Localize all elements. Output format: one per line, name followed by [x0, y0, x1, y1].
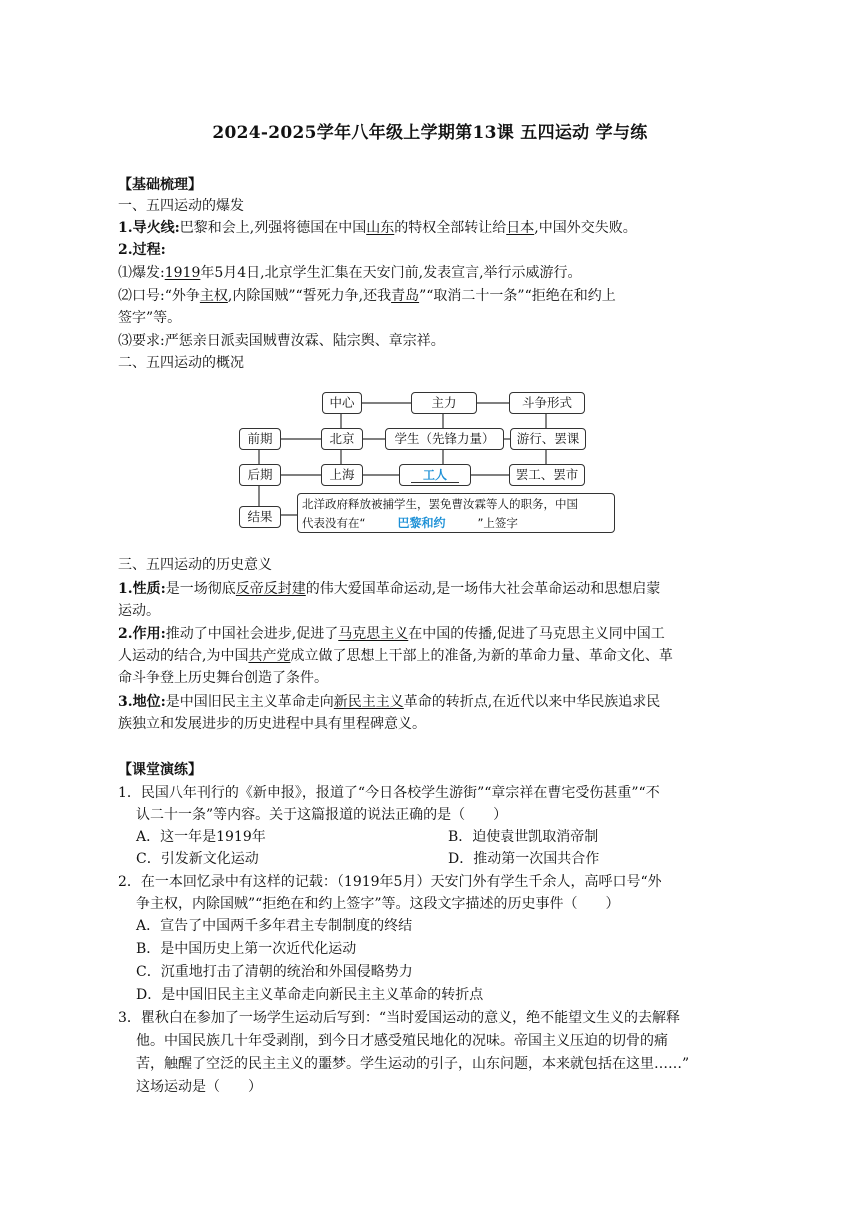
box-late-stage: 后期 [239, 464, 281, 486]
q2-option-d[interactable]: D．是中国旧民主主义革命走向新民主主义革命的转折点 [136, 987, 484, 1003]
box-center: 中心 [322, 392, 362, 414]
role-line [118, 624, 740, 645]
result-text: ”上签字 [477, 516, 518, 530]
answer-paris-treaty: 巴黎和约 [365, 516, 477, 533]
fuse-line [118, 218, 740, 239]
q2-stem-line-2: 争主权，内除国贼”“拒绝在和约上签字”等。这段文字描述的历史事件（ ） [136, 896, 620, 912]
section-heading-practice: 【课堂演练】 [118, 762, 202, 778]
fuse-text: 巴黎和会上,列强将德国在中国 [179, 220, 367, 236]
box-workers [399, 464, 471, 486]
result-text: 代表没有在“ [302, 516, 366, 530]
process-label: 2.过程: [118, 242, 166, 258]
box-students: 学生（先锋力量） [385, 428, 504, 450]
box-struggle-form: 斗争形式 [509, 392, 585, 414]
nature-label: 1.性质: [118, 581, 166, 597]
role-line-3: 命斗争登上历史舞台创造了条件。 [118, 670, 328, 686]
process-outbreak-line [118, 263, 740, 284]
fuse-text: 的特权全部转让给 [394, 220, 507, 236]
answer-sovereignty: 主权 [199, 288, 228, 304]
result-line-1: 北洋政府释放被捕学生，罢免曹汝霖等人的职务，中国 [302, 497, 578, 511]
status-line [118, 692, 740, 713]
answer-qingdao: 青岛 [391, 288, 420, 304]
answer-new-democratic: 新民主主义 [333, 694, 404, 710]
q1-option-b[interactable]: B．迫使袁世凯取消帝制 [448, 829, 599, 845]
subsection-outbreak: 一、五四运动的爆发 [118, 198, 244, 214]
slogan-text: ”“取消二十一条”“拒绝在和约上 [419, 288, 616, 304]
q3-stem-line-1: 3．瞿秋白在参加了一场学生运动后写到：“当时爱国运动的意义，绝不能望文生义的去解释 [118, 1010, 681, 1026]
process-text: 年5月4日,北京学生汇集在天安门前,发表宣言,举行示威游行。 [200, 265, 582, 281]
fuse-answer-shandong: 山东 [366, 220, 395, 236]
slogan-text: ⑵口号:“外争 [118, 288, 200, 304]
nature-text: 的伟大爱国革命运动,是一场伟大社会革命运动和思想启蒙 [305, 581, 661, 597]
answer-workers: 工人 [411, 468, 459, 483]
role-text: 人运动的结合,为中国 [118, 648, 249, 664]
slogan-text: ,内除国贼”“誓死力争,还我 [227, 288, 392, 304]
box-beijing: 北京 [321, 428, 363, 450]
subsection-overview: 二、五四运动的概况 [118, 355, 244, 371]
process-slogan-line [118, 286, 740, 307]
q1-option-d[interactable]: D．推动第一次国共合作 [448, 851, 600, 867]
status-label: 3.地位: [118, 694, 166, 710]
q3-stem-line-4: 这场运动是（ ） [136, 1079, 262, 1095]
box-main-force: 主力 [411, 392, 477, 414]
process-demand-line: ⑶要求:严惩亲日派卖国贼曹汝霖、陆宗舆、章宗祥。 [118, 333, 445, 349]
q2-stem-line-1: 2．在一本回忆录中有这样的记载：（1919年5月）天安门外有学生千余人，高呼口号“外 [118, 874, 662, 890]
answer-marxism: 马克思主义 [338, 626, 409, 642]
nature-line [118, 579, 740, 600]
box-late-form: 罢工、罢市 [509, 464, 585, 486]
status-text: 是中国旧民主主义革命走向 [165, 694, 334, 710]
result-line-2 [302, 514, 610, 533]
result-description [297, 493, 615, 533]
q1-stem-line-2: 认二十一条”等内容。关于这篇报道的说法正确的是（ ） [136, 807, 508, 823]
q1-option-c[interactable]: C．引发新文化运动 [136, 851, 259, 867]
role-line-2 [118, 646, 740, 667]
q2-option-b[interactable]: B．是中国历史上第一次近代化运动 [136, 941, 357, 957]
answer-anti-imperialism: 反帝反封建 [235, 581, 306, 597]
overview-diagram [237, 388, 622, 540]
box-early-stage: 前期 [239, 428, 281, 450]
answer-communist-party: 共产党 [248, 648, 291, 664]
answer-1919: 1919 [164, 265, 201, 281]
box-early-form: 游行、罢课 [510, 428, 586, 450]
fuse-text: ,中国外交失败。 [534, 220, 637, 236]
role-text: 在中国的传播,促进了马克思主义同中国工 [408, 626, 665, 642]
page-title: 2024-2025学年八年级上学期第13课 五四运动 学与练 [212, 123, 648, 143]
section-heading-basics: 【基础梳理】 [118, 177, 202, 193]
role-text: 成立做了思想上干部上的准备,为新的革命力量、革命文化、革 [290, 648, 673, 664]
fuse-label: 1.导火线: [118, 220, 180, 236]
q1-option-a[interactable]: A．这一年是1919年 [136, 829, 266, 845]
q2-option-c[interactable]: C．沉重地打击了清朝的统治和外国侵略势力 [136, 964, 413, 980]
nature-text: 是一场彻底 [165, 581, 236, 597]
box-result: 结果 [239, 506, 281, 528]
subsection-significance: 三、五四运动的历史意义 [118, 557, 272, 573]
q2-option-a[interactable]: A．宣告了中国两千多年君主专制制度的终结 [136, 918, 413, 934]
box-shanghai: 上海 [321, 464, 363, 486]
process-slogan-line-2: 签字”等。 [118, 310, 182, 326]
status-text: 革命的转折点,在近代以来中华民族追求民 [403, 694, 661, 710]
q3-stem-line-2: 他。中国民族几十年受剥削，到今日才感受殖民地化的况味。帝国主义压迫的切骨的痛 [136, 1033, 668, 1049]
q1-stem-line-1: 1．民国八年刊行的《新申报》，报道了“今日各校学生游街”“章宗祥在曹宅受伤甚重”“不 [118, 785, 660, 801]
role-text: 推动了中国社会进步,促进了 [165, 626, 339, 642]
fuse-answer-japan: 日本 [506, 220, 535, 236]
role-label: 2.作用: [118, 626, 166, 642]
status-line-2: 族独立和发展进步的历史进程中具有里程碑意义。 [118, 716, 426, 732]
q3-stem-line-3: 苦，触醒了空泛的民主主义的噩梦。学生运动的引子，山东问题，本来就包括在这里……” [136, 1056, 690, 1072]
process-text: ⑴爆发: [118, 265, 165, 281]
nature-line-2: 运动。 [118, 603, 160, 619]
